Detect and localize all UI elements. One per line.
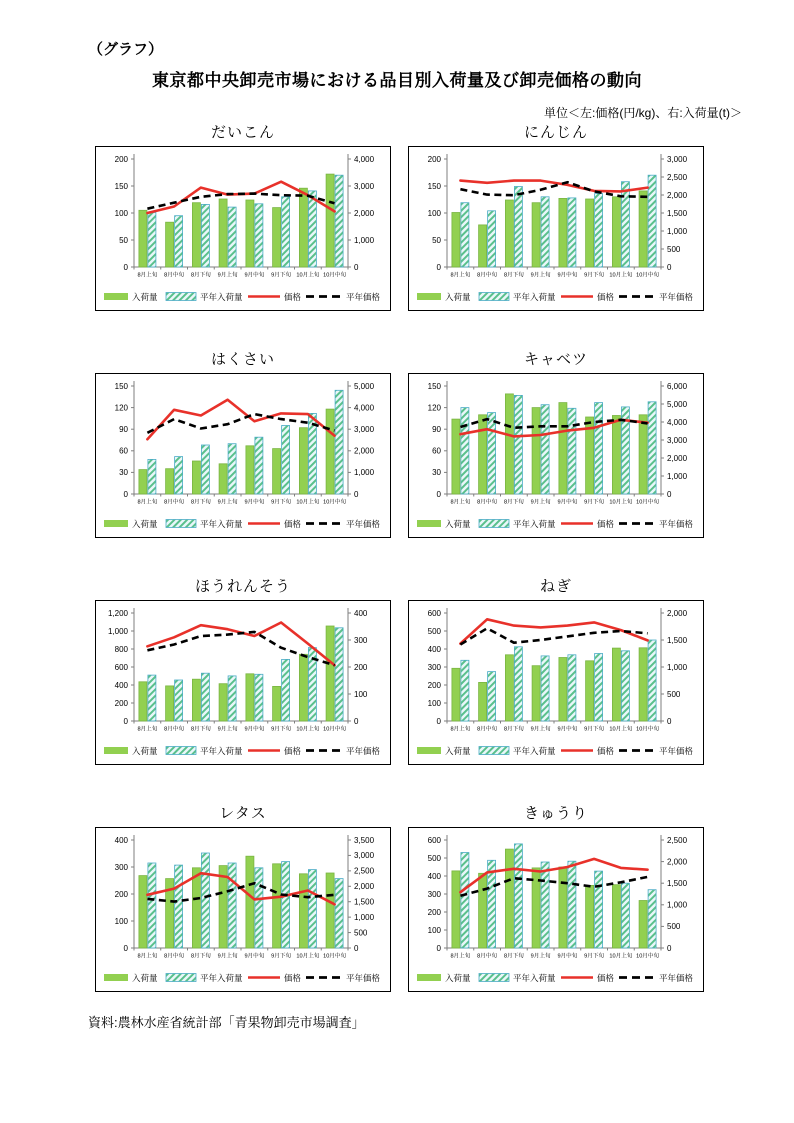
legend-arrival-swatch bbox=[104, 747, 128, 754]
svg-text:800: 800 bbox=[114, 644, 128, 654]
svg-text:8月上旬: 8月上旬 bbox=[137, 499, 158, 506]
svg-text:30: 30 bbox=[432, 468, 441, 478]
svg-text:120: 120 bbox=[114, 403, 128, 413]
svg-text:0: 0 bbox=[354, 262, 359, 272]
legend-normal-arrival-swatch bbox=[479, 520, 509, 528]
legend-arrival-swatch bbox=[417, 747, 441, 754]
svg-text:1,000: 1,000 bbox=[107, 626, 128, 636]
page-title: 東京都中央卸売市場における品目別入荷量及び卸売価格の動向 bbox=[152, 71, 642, 90]
chart-legend bbox=[417, 973, 694, 983]
svg-text:4,000: 4,000 bbox=[354, 403, 375, 413]
left-axis bbox=[428, 608, 447, 726]
chart-title: ほうれんそう bbox=[194, 578, 291, 595]
svg-text:200: 200 bbox=[114, 154, 128, 164]
svg-text:2,000: 2,000 bbox=[667, 190, 688, 200]
svg-text:3,000: 3,000 bbox=[354, 181, 375, 191]
svg-text:8月中旬: 8月中旬 bbox=[477, 953, 498, 960]
legend-normal-price-label: 平年価格 bbox=[659, 292, 694, 302]
legend-arrival-label: 入荷量 bbox=[132, 292, 158, 302]
svg-text:8月上旬: 8月上旬 bbox=[137, 726, 158, 733]
svg-text:8月中旬: 8月中旬 bbox=[477, 499, 498, 506]
svg-text:2,500: 2,500 bbox=[667, 172, 688, 182]
legend-normal-price-label: 平年価格 bbox=[346, 519, 381, 529]
svg-text:60: 60 bbox=[432, 446, 441, 456]
svg-text:9月上旬: 9月上旬 bbox=[217, 953, 238, 960]
svg-text:300: 300 bbox=[354, 635, 368, 645]
svg-text:0: 0 bbox=[667, 262, 672, 272]
legend-normal-price-label: 平年価格 bbox=[346, 973, 381, 983]
right-axis bbox=[661, 608, 688, 726]
chart-box bbox=[408, 600, 704, 765]
left-axis bbox=[115, 154, 134, 272]
svg-text:100: 100 bbox=[427, 208, 441, 218]
right-axis bbox=[661, 154, 688, 272]
legend-normal-arrival-swatch bbox=[166, 747, 196, 755]
legend-arrival-swatch bbox=[417, 293, 441, 300]
svg-text:10月上旬: 10月上旬 bbox=[296, 499, 320, 506]
normal-price-line bbox=[460, 628, 647, 644]
source-note: 資料:農林水産省統計部「青果物卸売市場調査」 bbox=[88, 1015, 365, 1030]
svg-text:300: 300 bbox=[427, 889, 441, 899]
chart-title: きゅうり bbox=[523, 805, 588, 822]
svg-text:600: 600 bbox=[427, 608, 441, 618]
svg-text:9月中旬: 9月中旬 bbox=[244, 726, 265, 733]
svg-text:10月上旬: 10月上旬 bbox=[296, 726, 320, 733]
graph-tag: （グラフ） bbox=[88, 41, 164, 58]
normal-price-line bbox=[460, 182, 647, 197]
chart-legend bbox=[104, 973, 381, 983]
svg-text:500: 500 bbox=[427, 853, 441, 863]
svg-text:0: 0 bbox=[667, 943, 672, 953]
right-axis bbox=[661, 835, 688, 953]
svg-text:500: 500 bbox=[667, 244, 681, 254]
svg-text:400: 400 bbox=[114, 835, 128, 845]
svg-text:60: 60 bbox=[119, 446, 128, 456]
chart-legend bbox=[104, 746, 381, 756]
unit-note: 単位＜左:価格(円/kg)、右:入荷量(t)＞ bbox=[544, 106, 742, 120]
svg-text:9月中旬: 9月中旬 bbox=[557, 953, 578, 960]
chart-legend bbox=[417, 519, 694, 529]
x-axis-labels bbox=[450, 498, 659, 506]
svg-text:9月下旬: 9月下旬 bbox=[584, 726, 605, 733]
svg-text:3,000: 3,000 bbox=[667, 154, 688, 164]
svg-text:3,000: 3,000 bbox=[667, 435, 688, 445]
svg-text:300: 300 bbox=[114, 862, 128, 872]
legend-arrival-swatch bbox=[104, 520, 128, 527]
svg-text:2,000: 2,000 bbox=[667, 453, 688, 463]
svg-text:100: 100 bbox=[427, 698, 441, 708]
chart-legend bbox=[417, 746, 694, 756]
svg-text:90: 90 bbox=[432, 425, 441, 434]
chart-svg bbox=[409, 374, 703, 537]
svg-text:90: 90 bbox=[119, 425, 128, 434]
svg-text:3,000: 3,000 bbox=[354, 425, 375, 434]
svg-text:150: 150 bbox=[427, 181, 441, 191]
legend-normal-price-label: 平年価格 bbox=[346, 746, 381, 756]
svg-text:10月中旬: 10月中旬 bbox=[323, 953, 347, 960]
legend-normal-arrival-label: 平年入荷量 bbox=[200, 746, 243, 756]
svg-text:200: 200 bbox=[114, 889, 128, 899]
svg-text:1,000: 1,000 bbox=[667, 226, 688, 236]
left-axis bbox=[108, 608, 134, 726]
x-axis-labels bbox=[450, 725, 659, 733]
svg-text:150: 150 bbox=[427, 381, 441, 391]
chart-cell-3 bbox=[95, 347, 391, 574]
svg-text:9月上旬: 9月上旬 bbox=[217, 272, 238, 279]
svg-text:10月中旬: 10月中旬 bbox=[323, 499, 347, 506]
svg-text:8月中旬: 8月中旬 bbox=[164, 953, 185, 960]
svg-text:0: 0 bbox=[354, 716, 359, 726]
left-axis bbox=[115, 835, 134, 953]
svg-text:8月中旬: 8月中旬 bbox=[477, 726, 498, 733]
legend-normal-arrival-swatch bbox=[166, 974, 196, 982]
svg-text:0: 0 bbox=[123, 489, 128, 499]
chart-cell-6 bbox=[408, 574, 704, 801]
svg-text:1,500: 1,500 bbox=[667, 635, 688, 645]
chart-legend bbox=[104, 292, 381, 302]
svg-text:8月中旬: 8月中旬 bbox=[164, 499, 185, 506]
svg-text:5,000: 5,000 bbox=[354, 381, 375, 391]
svg-text:9月上旬: 9月上旬 bbox=[530, 499, 551, 506]
svg-text:8月上旬: 8月上旬 bbox=[450, 953, 471, 960]
chart-box bbox=[95, 373, 391, 538]
chart-svg bbox=[409, 147, 703, 310]
svg-text:200: 200 bbox=[354, 662, 368, 672]
svg-text:0: 0 bbox=[436, 716, 441, 726]
svg-text:400: 400 bbox=[427, 871, 441, 881]
svg-text:9月中旬: 9月中旬 bbox=[244, 272, 265, 279]
svg-text:10月上旬: 10月上旬 bbox=[609, 726, 633, 733]
svg-text:600: 600 bbox=[114, 662, 128, 672]
chart-box bbox=[408, 827, 704, 992]
x-axis-labels bbox=[137, 498, 346, 506]
svg-text:9月中旬: 9月中旬 bbox=[244, 953, 265, 960]
svg-text:2,000: 2,000 bbox=[354, 882, 375, 892]
chart-legend bbox=[417, 292, 694, 302]
legend-normal-price-label: 平年価格 bbox=[659, 746, 694, 756]
svg-text:9月上旬: 9月上旬 bbox=[530, 272, 551, 279]
svg-text:50: 50 bbox=[432, 235, 441, 245]
legend-normal-arrival-swatch bbox=[479, 747, 509, 755]
svg-text:9月中旬: 9月中旬 bbox=[557, 726, 578, 733]
svg-text:9月上旬: 9月上旬 bbox=[217, 499, 238, 506]
svg-text:0: 0 bbox=[354, 489, 359, 499]
svg-text:50: 50 bbox=[119, 235, 128, 245]
chart-cell-7 bbox=[95, 801, 391, 1028]
legend-normal-arrival-label: 平年入荷量 bbox=[200, 519, 243, 529]
svg-text:0: 0 bbox=[436, 943, 441, 953]
legend-arrival-label: 入荷量 bbox=[132, 746, 158, 756]
svg-text:200: 200 bbox=[427, 907, 441, 917]
svg-text:0: 0 bbox=[123, 262, 128, 272]
svg-text:600: 600 bbox=[427, 835, 441, 845]
svg-text:100: 100 bbox=[114, 916, 128, 926]
chart-cell-1 bbox=[95, 120, 391, 347]
legend-price-label: 価格 bbox=[284, 973, 302, 983]
svg-text:8月上旬: 8月上旬 bbox=[450, 726, 471, 733]
svg-text:10月中旬: 10月中旬 bbox=[636, 726, 660, 733]
svg-text:200: 200 bbox=[427, 154, 441, 164]
svg-text:10月中旬: 10月中旬 bbox=[636, 499, 660, 506]
svg-text:0: 0 bbox=[436, 489, 441, 499]
legend-price-label: 価格 bbox=[284, 292, 302, 302]
legend-normal-price-label: 平年価格 bbox=[659, 519, 694, 529]
svg-text:8月下旬: 8月下旬 bbox=[190, 499, 211, 506]
legend-price-label: 価格 bbox=[597, 746, 615, 756]
svg-text:200: 200 bbox=[114, 698, 128, 708]
svg-text:10月上旬: 10月上旬 bbox=[609, 953, 633, 960]
right-axis bbox=[348, 154, 375, 272]
svg-text:9月下旬: 9月下旬 bbox=[584, 953, 605, 960]
svg-text:1,000: 1,000 bbox=[354, 468, 375, 478]
svg-text:2,000: 2,000 bbox=[667, 857, 688, 867]
svg-text:300: 300 bbox=[427, 662, 441, 672]
svg-text:1,500: 1,500 bbox=[667, 208, 688, 218]
legend-arrival-swatch bbox=[104, 293, 128, 300]
svg-text:8月下旬: 8月下旬 bbox=[503, 726, 524, 733]
legend-normal-arrival-swatch bbox=[479, 293, 509, 301]
legend-normal-arrival-label: 平年入荷量 bbox=[513, 973, 556, 983]
svg-text:8月中旬: 8月中旬 bbox=[164, 272, 185, 279]
svg-text:9月中旬: 9月中旬 bbox=[244, 499, 265, 506]
legend-normal-arrival-label: 平年入荷量 bbox=[513, 519, 556, 529]
svg-text:10月上旬: 10月上旬 bbox=[296, 953, 320, 960]
svg-text:4,000: 4,000 bbox=[667, 417, 688, 427]
x-axis-labels bbox=[137, 271, 346, 279]
svg-text:6,000: 6,000 bbox=[667, 381, 688, 391]
chart-title: レタス bbox=[219, 805, 267, 822]
legend-normal-price-label: 平年価格 bbox=[346, 292, 381, 302]
right-axis bbox=[348, 608, 368, 726]
legend-normal-arrival-label: 平年入荷量 bbox=[200, 973, 243, 983]
svg-text:400: 400 bbox=[354, 608, 368, 618]
svg-text:10月中旬: 10月中旬 bbox=[323, 726, 347, 733]
chart-cell-2 bbox=[408, 120, 704, 347]
svg-text:0: 0 bbox=[354, 943, 359, 953]
legend-price-label: 価格 bbox=[284, 519, 302, 529]
svg-text:1,000: 1,000 bbox=[354, 235, 375, 245]
legend-normal-arrival-swatch bbox=[479, 974, 509, 982]
svg-text:0: 0 bbox=[436, 262, 441, 272]
svg-text:10月上旬: 10月上旬 bbox=[609, 499, 633, 506]
svg-text:0: 0 bbox=[667, 489, 672, 499]
right-axis bbox=[348, 381, 375, 499]
x-axis-labels bbox=[450, 952, 659, 960]
svg-text:10月中旬: 10月中旬 bbox=[323, 272, 347, 279]
svg-text:9月下旬: 9月下旬 bbox=[271, 726, 292, 733]
x-axis-labels bbox=[450, 271, 659, 279]
left-axis bbox=[428, 381, 447, 499]
legend-price-label: 価格 bbox=[284, 746, 302, 756]
svg-text:400: 400 bbox=[427, 644, 441, 654]
legend-arrival-swatch bbox=[417, 974, 441, 981]
svg-text:1,500: 1,500 bbox=[667, 879, 688, 888]
legend-normal-arrival-swatch bbox=[166, 293, 196, 301]
chart-title: にんじん bbox=[523, 124, 588, 141]
chart-title: ねぎ bbox=[539, 578, 572, 595]
legend-arrival-label: 入荷量 bbox=[445, 519, 471, 529]
left-axis bbox=[428, 835, 447, 953]
chart-title: だいこん bbox=[210, 124, 275, 141]
svg-text:2,500: 2,500 bbox=[354, 866, 375, 876]
svg-text:500: 500 bbox=[667, 922, 681, 932]
legend-arrival-label: 入荷量 bbox=[445, 292, 471, 302]
svg-text:120: 120 bbox=[427, 403, 441, 413]
svg-text:1,000: 1,000 bbox=[667, 471, 688, 481]
chart-box bbox=[95, 600, 391, 765]
svg-text:9月下旬: 9月下旬 bbox=[271, 272, 292, 279]
svg-text:500: 500 bbox=[427, 626, 441, 636]
svg-text:150: 150 bbox=[114, 181, 128, 191]
chart-svg bbox=[96, 601, 390, 764]
legend-arrival-label: 入荷量 bbox=[445, 746, 471, 756]
chart-svg bbox=[96, 374, 390, 537]
chart-svg bbox=[409, 601, 703, 764]
svg-text:500: 500 bbox=[354, 928, 368, 938]
svg-text:2,000: 2,000 bbox=[667, 608, 688, 618]
svg-text:0: 0 bbox=[667, 716, 672, 726]
svg-text:8月下旬: 8月下旬 bbox=[190, 272, 211, 279]
legend-arrival-label: 入荷量 bbox=[132, 519, 158, 529]
svg-text:8月下旬: 8月下旬 bbox=[503, 272, 524, 279]
legend-normal-arrival-swatch bbox=[166, 520, 196, 528]
legend-normal-arrival-label: 平年入荷量 bbox=[513, 746, 556, 756]
svg-text:150: 150 bbox=[114, 381, 128, 391]
legend-arrival-swatch bbox=[104, 974, 128, 981]
svg-text:1,000: 1,000 bbox=[667, 900, 688, 910]
legend-normal-arrival-label: 平年入荷量 bbox=[200, 292, 243, 302]
svg-text:8月下旬: 8月下旬 bbox=[190, 953, 211, 960]
legend-normal-arrival-label: 平年入荷量 bbox=[513, 292, 556, 302]
legend-arrival-swatch bbox=[417, 520, 441, 527]
legend-price-label: 価格 bbox=[597, 519, 615, 529]
svg-text:8月中旬: 8月中旬 bbox=[477, 272, 498, 279]
svg-text:10月中旬: 10月中旬 bbox=[636, 272, 660, 279]
svg-text:9月中旬: 9月中旬 bbox=[557, 499, 578, 506]
svg-text:8月上旬: 8月上旬 bbox=[450, 499, 471, 506]
legend-arrival-label: 入荷量 bbox=[445, 973, 471, 983]
svg-text:30: 30 bbox=[119, 468, 128, 478]
chart-box bbox=[408, 373, 704, 538]
svg-text:3,000: 3,000 bbox=[354, 851, 375, 861]
svg-text:1,000: 1,000 bbox=[354, 912, 375, 922]
svg-text:8月中旬: 8月中旬 bbox=[164, 726, 185, 733]
svg-text:3,500: 3,500 bbox=[354, 835, 375, 845]
x-axis-labels bbox=[137, 725, 346, 733]
svg-text:5,000: 5,000 bbox=[667, 399, 688, 409]
svg-text:0: 0 bbox=[123, 716, 128, 726]
chart-title: はくさい bbox=[210, 351, 275, 368]
svg-text:1,500: 1,500 bbox=[354, 897, 375, 907]
svg-text:8月下旬: 8月下旬 bbox=[503, 953, 524, 960]
chart-svg bbox=[409, 828, 703, 991]
svg-text:10月上旬: 10月上旬 bbox=[296, 272, 320, 279]
svg-text:2,000: 2,000 bbox=[354, 446, 375, 456]
charts-grid bbox=[95, 120, 705, 1028]
right-axis bbox=[348, 835, 375, 953]
svg-text:2,500: 2,500 bbox=[667, 835, 688, 845]
chart-legend bbox=[104, 519, 381, 529]
svg-text:100: 100 bbox=[354, 689, 368, 699]
svg-text:9月中旬: 9月中旬 bbox=[557, 272, 578, 279]
svg-text:100: 100 bbox=[114, 208, 128, 218]
svg-text:9月下旬: 9月下旬 bbox=[271, 953, 292, 960]
svg-text:1,000: 1,000 bbox=[667, 662, 688, 672]
svg-text:100: 100 bbox=[427, 925, 441, 935]
svg-text:4,000: 4,000 bbox=[354, 154, 375, 164]
svg-text:9月上旬: 9月上旬 bbox=[217, 726, 238, 733]
chart-title: キャベツ bbox=[523, 351, 588, 368]
svg-text:8月上旬: 8月上旬 bbox=[137, 272, 158, 279]
chart-box bbox=[95, 146, 391, 311]
chart-svg bbox=[96, 828, 390, 991]
legend-price-label: 価格 bbox=[597, 292, 615, 302]
svg-text:8月上旬: 8月上旬 bbox=[137, 953, 158, 960]
svg-text:10月中旬: 10月中旬 bbox=[636, 953, 660, 960]
svg-text:500: 500 bbox=[667, 689, 681, 699]
svg-text:0: 0 bbox=[123, 943, 128, 953]
svg-text:9月下旬: 9月下旬 bbox=[584, 499, 605, 506]
left-axis bbox=[115, 381, 134, 499]
legend-arrival-label: 入荷量 bbox=[132, 973, 158, 983]
svg-text:8月上旬: 8月上旬 bbox=[450, 272, 471, 279]
svg-text:9月下旬: 9月下旬 bbox=[271, 499, 292, 506]
legend-price-label: 価格 bbox=[597, 973, 615, 983]
right-axis bbox=[661, 381, 688, 499]
svg-text:8月下旬: 8月下旬 bbox=[190, 726, 211, 733]
svg-text:9月上旬: 9月上旬 bbox=[530, 726, 551, 733]
svg-text:1,200: 1,200 bbox=[107, 608, 128, 618]
x-axis-labels bbox=[137, 952, 346, 960]
chart-cell-5 bbox=[95, 574, 391, 801]
chart-cell-8 bbox=[408, 801, 704, 1028]
svg-text:9月下旬: 9月下旬 bbox=[584, 272, 605, 279]
svg-text:400: 400 bbox=[114, 680, 128, 690]
svg-text:9月上旬: 9月上旬 bbox=[530, 953, 551, 960]
chart-svg bbox=[96, 147, 390, 310]
chart-box bbox=[408, 146, 704, 311]
left-axis bbox=[428, 154, 447, 272]
svg-text:200: 200 bbox=[427, 680, 441, 690]
svg-text:2,000: 2,000 bbox=[354, 208, 375, 218]
chart-cell-4 bbox=[408, 347, 704, 574]
svg-text:8月下旬: 8月下旬 bbox=[503, 499, 524, 506]
legend-normal-price-label: 平年価格 bbox=[659, 973, 694, 983]
chart-box bbox=[95, 827, 391, 992]
svg-text:10月上旬: 10月上旬 bbox=[609, 272, 633, 279]
